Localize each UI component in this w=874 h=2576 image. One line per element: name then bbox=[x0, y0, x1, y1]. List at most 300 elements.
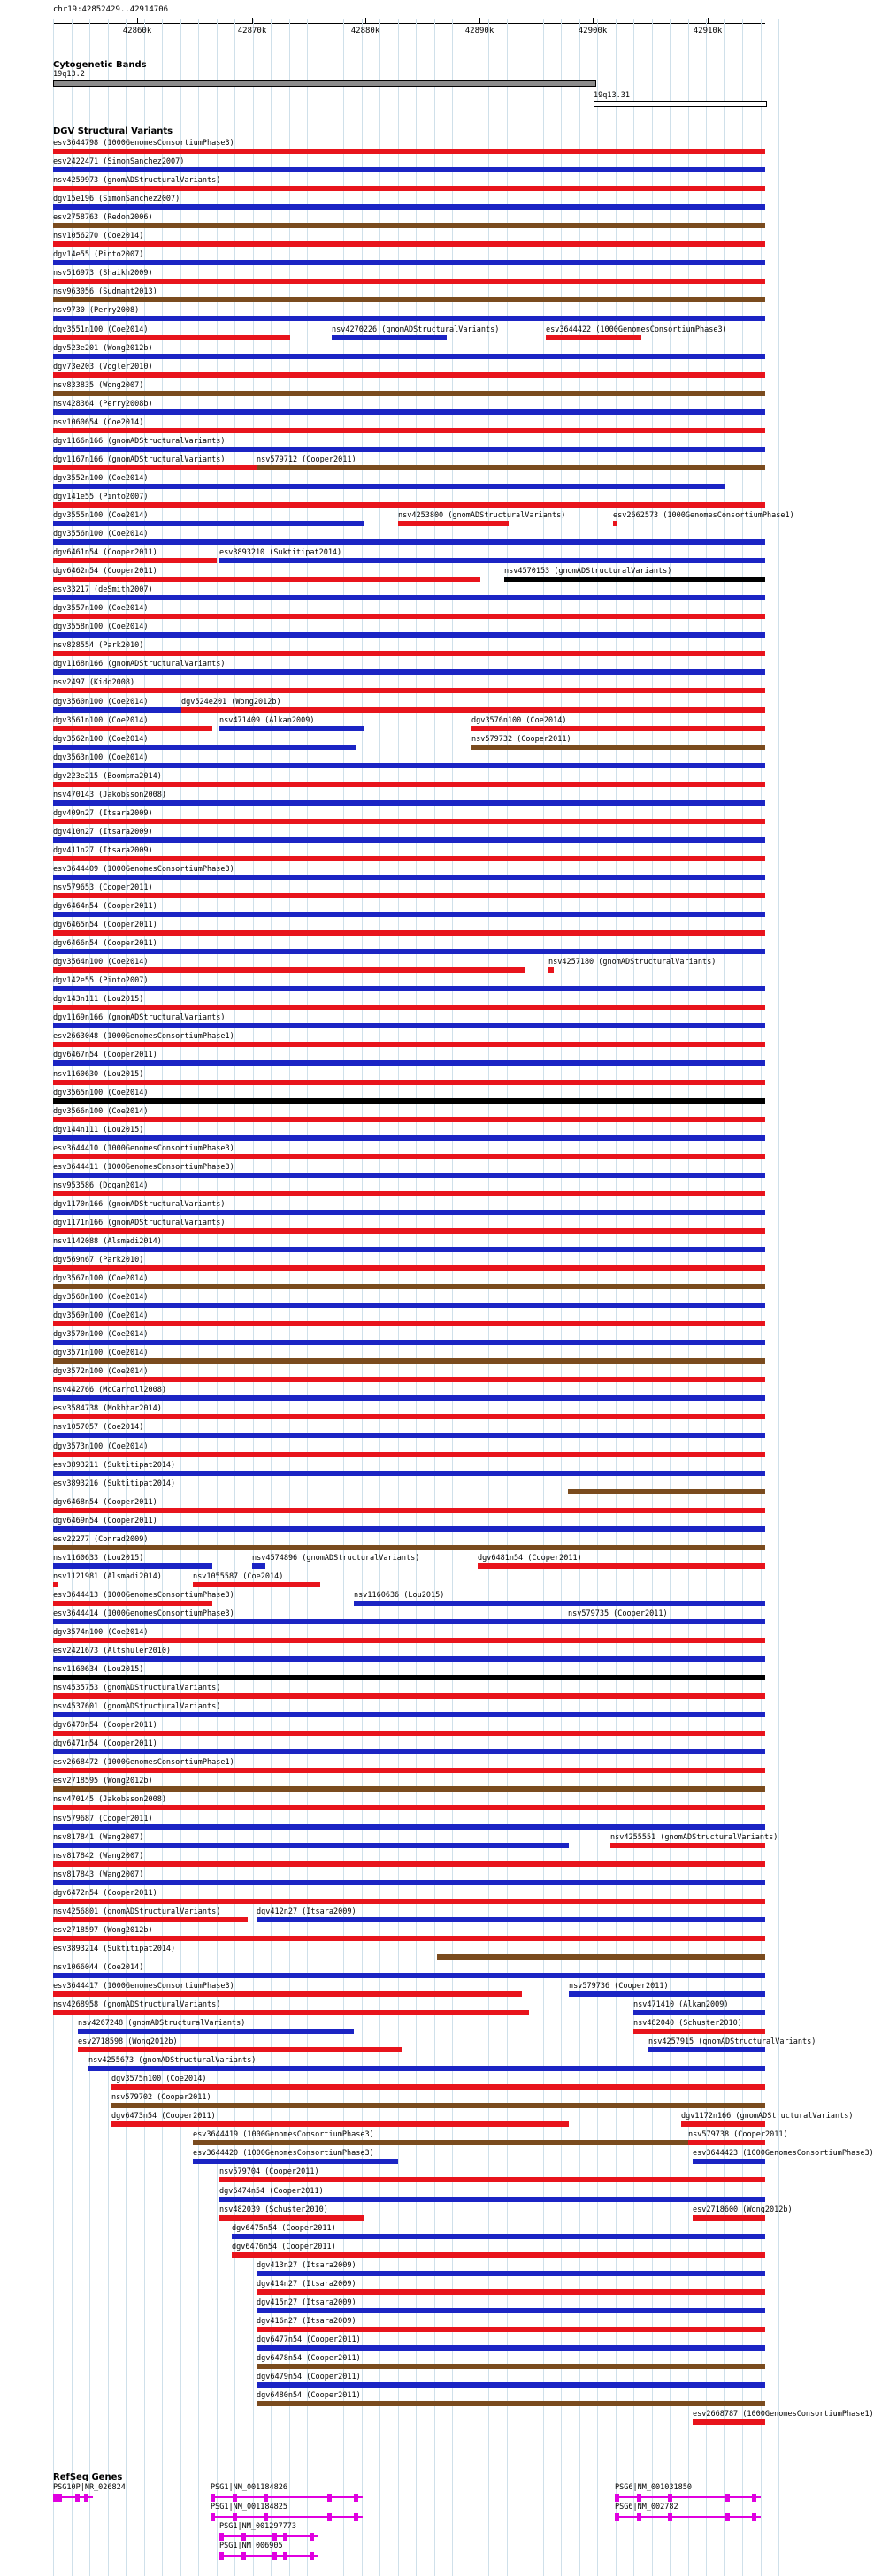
variant-bar[interactable] bbox=[232, 2234, 765, 2239]
variant-bar[interactable] bbox=[53, 595, 765, 600]
variant-label[interactable]: dgv6466n54 (Cooper2011) bbox=[53, 939, 157, 949]
variant-label[interactable]: dgv3570n100 (Coe2014) bbox=[53, 1330, 149, 1340]
variant-bar[interactable] bbox=[78, 2029, 354, 2034]
variant-bar[interactable] bbox=[257, 465, 765, 470]
variant-label[interactable]: dgv415n27 (Itsara2009) bbox=[257, 2297, 356, 2307]
variant-bar[interactable] bbox=[569, 1991, 765, 1997]
variant-bar[interactable] bbox=[53, 223, 765, 228]
variant-bar[interactable] bbox=[257, 2401, 765, 2406]
variant-label[interactable]: nsv470145 (Jakobsson2008) bbox=[53, 1795, 166, 1805]
gene-label[interactable]: PSG1|NM_001184825 bbox=[211, 2503, 288, 2511]
variant-label[interactable]: esv3893214 (Suktitipat2014) bbox=[53, 1944, 176, 1953]
variant-label[interactable]: dgv6465n54 (Cooper2011) bbox=[53, 921, 157, 930]
variant-bar[interactable] bbox=[53, 335, 290, 340]
gene-label[interactable]: PSG6|NM_002782 bbox=[615, 2503, 678, 2511]
variant-label[interactable]: dgv409n27 (Itsara2009) bbox=[53, 808, 153, 818]
variant-bar[interactable] bbox=[53, 1843, 569, 1848]
variant-bar[interactable] bbox=[53, 893, 765, 898]
variant-label[interactable]: dgv3576n100 (Coe2014) bbox=[472, 715, 567, 725]
variant-label[interactable]: nsv817841 (Wang2007) bbox=[53, 1832, 144, 1842]
variant-label[interactable]: dgv6472n54 (Cooper2011) bbox=[53, 1888, 157, 1898]
variant-label[interactable]: esv2718598 (Wong2012b) bbox=[78, 2037, 178, 2047]
variant-bar[interactable] bbox=[53, 260, 765, 265]
variant-label[interactable]: nsv428364 (Perry2008b) bbox=[53, 399, 153, 409]
variant-bar[interactable] bbox=[53, 2010, 529, 2015]
variant-bar[interactable] bbox=[53, 1805, 765, 1810]
variant-label[interactable]: nsv579687 (Cooper2011) bbox=[53, 1814, 153, 1823]
variant-bar[interactable] bbox=[53, 1117, 765, 1122]
variant-bar[interactable] bbox=[693, 2159, 765, 2164]
variant-bar[interactable] bbox=[53, 1228, 765, 1234]
variant-label[interactable]: nsv4537601 (gnomADStructuralVariants) bbox=[53, 1702, 221, 1712]
variant-label[interactable]: dgv3552n100 (Coe2014) bbox=[53, 473, 149, 483]
variant-label[interactable]: nsv817842 (Wang2007) bbox=[53, 1851, 144, 1861]
variant-label[interactable]: esv3644423 (1000GenomesConsortiumPhase3) bbox=[693, 2149, 874, 2159]
variant-label[interactable]: nsv482040 (Schuster2010) bbox=[633, 2019, 742, 2029]
variant-label[interactable]: esv3644417 (1000GenomesConsortiumPhase3) bbox=[53, 1981, 234, 1991]
variant-bar[interactable] bbox=[53, 1005, 765, 1010]
variant-label[interactable]: dgv3575n100 (Coe2014) bbox=[111, 2075, 207, 2084]
variant-bar[interactable] bbox=[257, 2345, 765, 2351]
variant-bar[interactable] bbox=[53, 819, 765, 824]
variant-label[interactable]: esv2663048 (1000GenomesConsortiumPhase1) bbox=[53, 1032, 234, 1042]
variant-label[interactable]: nsv1121981 (Alsmadi2014) bbox=[53, 1571, 162, 1581]
variant-label[interactable]: nsv817843 (Wang2007) bbox=[53, 1869, 144, 1879]
variant-label[interactable]: dgv14e55 (Pinto2007) bbox=[53, 250, 144, 260]
variant-label[interactable]: dgv6467n54 (Cooper2011) bbox=[53, 1051, 157, 1060]
variant-label[interactable]: nsv833835 (Wong2007) bbox=[53, 380, 144, 390]
variant-bar[interactable] bbox=[257, 2382, 765, 2388]
variant-label[interactable]: nsv1066044 (Coe2014) bbox=[53, 1962, 144, 1972]
variant-label[interactable]: esv2718597 (Wong2012b) bbox=[53, 1925, 153, 1935]
variant-bar[interactable] bbox=[53, 1023, 765, 1028]
variant-label[interactable]: nsv4256801 (gnomADStructuralVariants) bbox=[53, 1907, 221, 1916]
variant-label[interactable]: esv3644414 (1000GenomesConsortiumPhase3) bbox=[53, 1609, 234, 1618]
variant-label[interactable]: nsv4259973 (gnomADStructuralVariants) bbox=[53, 176, 221, 186]
variant-bar[interactable] bbox=[252, 1563, 265, 1569]
variant-bar[interactable] bbox=[53, 856, 765, 861]
variant-label[interactable]: nsv579702 (Cooper2011) bbox=[111, 2093, 211, 2103]
variant-bar[interactable] bbox=[472, 726, 765, 731]
variant-label[interactable]: nsv1055587 (Coe2014) bbox=[193, 1571, 284, 1581]
variant-label[interactable]: esv3644411 (1000GenomesConsortiumPhase3) bbox=[53, 1162, 234, 1172]
variant-bar[interactable] bbox=[53, 558, 217, 563]
variant-bar[interactable] bbox=[53, 1638, 765, 1643]
gene-label[interactable]: PSG1|NM_001297773 bbox=[219, 2522, 296, 2531]
variant-label[interactable]: dgv1167n166 (gnomADStructuralVariants) bbox=[53, 455, 226, 464]
variant-label[interactable]: nsv953586 (Dogan2014) bbox=[53, 1181, 149, 1190]
variant-label[interactable]: nsv2497 (Kidd2008) bbox=[53, 678, 135, 688]
variant-bar[interactable] bbox=[53, 447, 765, 452]
variant-label[interactable]: dgv3555n100 (Coe2014) bbox=[53, 511, 149, 520]
variant-label[interactable]: dgv1166n166 (gnomADStructuralVariants) bbox=[53, 436, 226, 446]
variant-bar[interactable] bbox=[53, 1991, 522, 1997]
variant-label[interactable]: nsv1160630 (Lou2015) bbox=[53, 1069, 144, 1079]
variant-bar[interactable] bbox=[53, 1786, 765, 1792]
variant-bar[interactable] bbox=[610, 1843, 765, 1848]
variant-bar[interactable] bbox=[53, 1508, 765, 1513]
gene-label[interactable]: PSG1|NM_006905 bbox=[219, 2542, 283, 2550]
variant-bar[interactable] bbox=[53, 409, 765, 415]
variant-label[interactable]: esv3644413 (1000GenomesConsortiumPhase3) bbox=[53, 1590, 234, 1600]
variant-label[interactable]: esv3584738 (Mokhtar2014) bbox=[53, 1404, 162, 1414]
variant-label[interactable]: dgv15e196 (SimonSanchez2007) bbox=[53, 195, 180, 204]
variant-label[interactable]: dgv144n111 (Lou2015) bbox=[53, 1125, 144, 1135]
variant-label[interactable]: dgv3558n100 (Coe2014) bbox=[53, 623, 149, 632]
variant-bar[interactable] bbox=[78, 2047, 402, 2052]
variant-bar[interactable] bbox=[111, 2103, 765, 2108]
variant-label[interactable]: nsv4535753 (gnomADStructuralVariants) bbox=[53, 1684, 221, 1693]
gene-label[interactable]: PSG6|NM_001031850 bbox=[615, 2483, 692, 2492]
variant-label[interactable]: dgv6462n54 (Cooper2011) bbox=[53, 567, 157, 577]
variant-bar[interactable] bbox=[53, 297, 765, 302]
variant-bar[interactable] bbox=[53, 521, 364, 526]
variant-label[interactable]: dgv3572n100 (Coe2014) bbox=[53, 1367, 149, 1377]
gene-label[interactable]: PSG1|NM_001184826 bbox=[211, 2483, 288, 2492]
variant-label[interactable]: dgv1172n166 (gnomADStructuralVariants) bbox=[681, 2112, 854, 2121]
variant-bar[interactable] bbox=[437, 1954, 765, 1960]
variant-label[interactable]: esv2668787 (1000GenomesConsortiumPhase1) bbox=[693, 2410, 874, 2419]
variant-bar[interactable] bbox=[53, 1861, 765, 1867]
variant-label[interactable]: dgv6464n54 (Cooper2011) bbox=[53, 902, 157, 912]
variant-label[interactable]: nsv579712 (Cooper2011) bbox=[257, 455, 356, 464]
variant-bar[interactable] bbox=[53, 745, 356, 750]
variant-label[interactable]: dgv143n111 (Lou2015) bbox=[53, 995, 144, 1005]
variant-bar[interactable] bbox=[53, 1471, 765, 1476]
variant-label[interactable]: nsv4255673 (gnomADStructuralVariants) bbox=[88, 2056, 257, 2066]
variant-bar[interactable] bbox=[53, 1340, 765, 1345]
variant-bar[interactable] bbox=[53, 577, 480, 582]
variant-bar[interactable] bbox=[53, 1749, 765, 1754]
variant-bar[interactable] bbox=[219, 2197, 765, 2202]
variant-bar[interactable] bbox=[53, 1358, 765, 1364]
variant-label[interactable]: dgv6461n54 (Cooper2011) bbox=[53, 548, 157, 558]
variant-bar[interactable] bbox=[53, 1768, 765, 1773]
variant-label[interactable]: dgv141e55 (Pinto2007) bbox=[53, 492, 149, 501]
variant-label[interactable]: dgv6471n54 (Cooper2011) bbox=[53, 1739, 157, 1749]
variant-label[interactable]: dgv524e201 (Wong2012b) bbox=[181, 697, 281, 707]
variant-label[interactable]: nsv963056 (Sudmant2013) bbox=[53, 287, 157, 297]
variant-bar[interactable] bbox=[53, 1265, 765, 1271]
variant-label[interactable]: esv3644419 (1000GenomesConsortiumPhase3) bbox=[193, 2130, 374, 2140]
cytoband[interactable] bbox=[53, 80, 596, 87]
variant-label[interactable]: dgv413n27 (Itsara2009) bbox=[257, 2260, 356, 2270]
variant-label[interactable]: dgv3573n100 (Coe2014) bbox=[53, 1441, 149, 1451]
variant-bar[interactable] bbox=[53, 967, 525, 973]
variant-bar[interactable] bbox=[53, 204, 765, 210]
cytoband[interactable] bbox=[594, 101, 767, 107]
variant-label[interactable]: dgv6469n54 (Cooper2011) bbox=[53, 1516, 157, 1525]
variant-bar[interactable] bbox=[53, 1191, 765, 1196]
variant-label[interactable]: dgv3569n100 (Coe2014) bbox=[53, 1311, 149, 1321]
variant-bar[interactable] bbox=[53, 632, 765, 638]
variant-label[interactable]: esv3893211 (Suktitipat2014) bbox=[53, 1460, 176, 1470]
variant-bar[interactable] bbox=[354, 1601, 765, 1606]
variant-label[interactable]: dgv6479n54 (Cooper2011) bbox=[257, 2373, 361, 2381]
variant-bar[interactable] bbox=[111, 2084, 765, 2090]
variant-label[interactable]: dgv6481n54 (Cooper2011) bbox=[478, 1553, 582, 1563]
variant-bar[interactable] bbox=[53, 1545, 765, 1550]
variant-label[interactable]: nsv9730 (Perry2008) bbox=[53, 306, 140, 316]
variant-bar[interactable] bbox=[53, 149, 765, 154]
variant-label[interactable]: dgv3565n100 (Coe2014) bbox=[53, 1088, 149, 1097]
variant-bar[interactable] bbox=[53, 502, 765, 508]
variant-label[interactable]: dgv3566n100 (Coe2014) bbox=[53, 1106, 149, 1116]
variant-label[interactable]: nsv471410 (Alkan2009) bbox=[633, 2000, 729, 2009]
variant-label[interactable]: esv2718600 (Wong2012b) bbox=[693, 2205, 793, 2214]
variant-bar[interactable] bbox=[613, 521, 617, 526]
variant-label[interactable]: nsv4570153 (gnomADStructuralVariants) bbox=[504, 567, 672, 577]
variant-label[interactable]: nsv579738 (Cooper2011) bbox=[688, 2130, 788, 2140]
variant-label[interactable]: dgv3551n100 (Coe2014) bbox=[53, 325, 149, 334]
variant-bar[interactable] bbox=[53, 1098, 765, 1104]
variant-bar[interactable] bbox=[472, 745, 765, 750]
variant-bar[interactable] bbox=[181, 707, 765, 713]
variant-label[interactable]: nsv482039 (Schuster2010) bbox=[219, 2205, 328, 2214]
variant-label[interactable]: nsv828554 (Park2010) bbox=[53, 641, 144, 651]
variant-label[interactable]: esv3644409 (1000GenomesConsortiumPhase3) bbox=[53, 864, 234, 874]
variant-label[interactable]: dgv73e203 (Vogler2010) bbox=[53, 362, 153, 371]
variant-label[interactable]: dgv416n27 (Itsara2009) bbox=[257, 2316, 356, 2326]
variant-label[interactable]: dgv1169n166 (gnomADStructuralVariants) bbox=[53, 1013, 226, 1023]
variant-bar[interactable] bbox=[53, 726, 212, 731]
gene-line[interactable] bbox=[219, 2555, 318, 2557]
variant-label[interactable]: dgv6468n54 (Cooper2011) bbox=[53, 1497, 157, 1507]
variant-label[interactable]: dgv1170n166 (gnomADStructuralVariants) bbox=[53, 1199, 226, 1209]
variant-bar[interactable] bbox=[478, 1563, 765, 1569]
variant-bar[interactable] bbox=[53, 484, 725, 489]
variant-bar[interactable] bbox=[398, 521, 509, 526]
variant-bar[interactable] bbox=[53, 1452, 765, 1457]
variant-bar[interactable] bbox=[193, 2140, 765, 2145]
variant-bar[interactable] bbox=[219, 558, 765, 563]
variant-label[interactable]: dgv3564n100 (Coe2014) bbox=[53, 958, 149, 967]
variant-label[interactable]: nsv579735 (Cooper2011) bbox=[568, 1609, 668, 1618]
variant-label[interactable]: dgv142e55 (Pinto2007) bbox=[53, 976, 149, 986]
variant-bar[interactable] bbox=[53, 241, 765, 247]
variant-label[interactable]: dgv411n27 (Itsara2009) bbox=[53, 845, 153, 855]
variant-label[interactable]: nsv1057057 (Coe2014) bbox=[53, 1423, 144, 1433]
variant-label[interactable]: dgv6477n54 (Cooper2011) bbox=[257, 2335, 361, 2344]
variant-label[interactable]: dgv6470n54 (Cooper2011) bbox=[53, 1721, 157, 1731]
variant-bar[interactable] bbox=[53, 1247, 765, 1252]
variant-label[interactable]: dgv414n27 (Itsara2009) bbox=[257, 2279, 356, 2289]
variant-label[interactable]: esv33217 (deSmith2007) bbox=[53, 585, 153, 595]
variant-label[interactable]: esv2758763 (Redon2006) bbox=[53, 213, 153, 223]
variant-bar[interactable] bbox=[53, 1917, 248, 1922]
variant-label[interactable]: dgv3571n100 (Coe2014) bbox=[53, 1349, 149, 1358]
variant-label[interactable]: nsv4257180 (gnomADStructuralVariants) bbox=[548, 958, 717, 967]
variant-bar[interactable] bbox=[53, 800, 765, 806]
variant-label[interactable]: nsv1160634 (Lou2015) bbox=[53, 1665, 144, 1675]
variant-label[interactable]: nsv1056270 (Coe2014) bbox=[53, 232, 144, 241]
variant-bar[interactable] bbox=[53, 1080, 765, 1085]
variant-bar[interactable] bbox=[53, 669, 765, 675]
variant-label[interactable]: esv22277 (Conrad2009) bbox=[53, 1534, 149, 1544]
variant-bar[interactable] bbox=[53, 1526, 765, 1532]
variant-label[interactable]: dgv569n67 (Park2010) bbox=[53, 1256, 144, 1265]
variant-bar[interactable] bbox=[53, 1154, 765, 1159]
variant-bar[interactable] bbox=[53, 1284, 765, 1289]
variant-label[interactable]: nsv4270226 (gnomADStructuralVariants) bbox=[332, 325, 500, 334]
variant-label[interactable]: nsv4255551 (gnomADStructuralVariants) bbox=[610, 1832, 778, 1842]
variant-bar[interactable] bbox=[53, 167, 765, 172]
variant-bar[interactable] bbox=[546, 335, 641, 340]
variant-bar[interactable] bbox=[53, 391, 765, 396]
variant-bar[interactable] bbox=[568, 1619, 765, 1624]
variant-label[interactable]: esv3644410 (1000GenomesConsortiumPhase3) bbox=[53, 1143, 234, 1153]
variant-label[interactable]: nsv579653 (Cooper2011) bbox=[53, 883, 153, 892]
variant-bar[interactable] bbox=[53, 1173, 765, 1178]
variant-label[interactable]: nsv442766 (McCarroll2008) bbox=[53, 1386, 166, 1395]
variant-label[interactable]: dgv6476n54 (Cooper2011) bbox=[232, 2242, 336, 2251]
variant-label[interactable]: esv2718595 (Wong2012b) bbox=[53, 1777, 153, 1786]
variant-bar[interactable] bbox=[633, 2010, 765, 2015]
variant-bar[interactable] bbox=[504, 577, 765, 582]
variant-bar[interactable] bbox=[257, 2327, 765, 2332]
variant-bar[interactable] bbox=[53, 372, 765, 378]
variant-label[interactable]: dgv6473n54 (Cooper2011) bbox=[111, 2112, 216, 2121]
variant-bar[interactable] bbox=[193, 1582, 320, 1587]
variant-bar[interactable] bbox=[53, 1321, 765, 1326]
variant-label[interactable]: esv3893210 (Suktitipat2014) bbox=[219, 548, 342, 558]
variant-bar[interactable] bbox=[53, 1582, 58, 1587]
variant-label[interactable]: nsv471409 (Alkan2009) bbox=[219, 715, 315, 725]
variant-bar[interactable] bbox=[219, 726, 364, 731]
variant-bar[interactable] bbox=[53, 1414, 765, 1419]
variant-label[interactable]: esv2422471 (SimonSanchez2007) bbox=[53, 157, 185, 167]
variant-bar[interactable] bbox=[53, 1060, 765, 1066]
variant-label[interactable]: esv2668472 (1000GenomesConsortiumPhase1) bbox=[53, 1758, 234, 1768]
variant-label[interactable]: nsv4257915 (gnomADStructuralVariants) bbox=[648, 2037, 816, 2047]
variant-bar[interactable] bbox=[53, 1433, 765, 1438]
variant-label[interactable]: esv2662573 (1000GenomesConsortiumPhase1) bbox=[613, 511, 794, 520]
variant-label[interactable]: dgv3574n100 (Coe2014) bbox=[53, 1628, 149, 1637]
variant-bar[interactable] bbox=[568, 1489, 765, 1494]
variant-bar[interactable] bbox=[232, 2252, 765, 2258]
variant-bar[interactable] bbox=[53, 688, 765, 693]
variant-bar[interactable] bbox=[548, 967, 554, 973]
variant-label[interactable]: dgv410n27 (Itsara2009) bbox=[53, 827, 153, 837]
variant-bar[interactable] bbox=[53, 186, 765, 191]
variant-bar[interactable] bbox=[257, 2271, 765, 2276]
variant-label[interactable]: dgv6475n54 (Cooper2011) bbox=[232, 2223, 336, 2233]
variant-label[interactable]: nsv1160633 (Lou2015) bbox=[53, 1553, 144, 1563]
variant-label[interactable]: dgv3567n100 (Coe2014) bbox=[53, 1274, 149, 1284]
variant-label[interactable]: dgv3556n100 (Coe2014) bbox=[53, 530, 149, 539]
variant-label[interactable]: dgv3563n100 (Coe2014) bbox=[53, 753, 149, 762]
variant-bar[interactable] bbox=[219, 2177, 765, 2182]
variant-bar[interactable] bbox=[53, 428, 765, 433]
variant-label[interactable]: dgv3562n100 (Coe2014) bbox=[53, 734, 149, 744]
variant-label[interactable]: nsv470143 (Jakobsson2008) bbox=[53, 790, 166, 799]
variant-bar[interactable] bbox=[648, 2047, 765, 2052]
variant-bar[interactable] bbox=[193, 2159, 398, 2164]
variant-bar[interactable] bbox=[693, 2419, 765, 2425]
variant-label[interactable]: nsv579732 (Cooper2011) bbox=[472, 734, 571, 744]
variant-bar[interactable] bbox=[53, 1210, 765, 1215]
variant-label[interactable]: dgv6480n54 (Cooper2011) bbox=[257, 2391, 361, 2401]
gene-label[interactable]: PSG10P|NR_026824 bbox=[53, 2483, 126, 2492]
variant-bar[interactable] bbox=[53, 949, 765, 954]
variant-bar[interactable] bbox=[53, 1656, 765, 1662]
variant-bar[interactable] bbox=[53, 837, 765, 843]
variant-label[interactable]: dgv1171n166 (gnomADStructuralVariants) bbox=[53, 1218, 226, 1227]
variant-bar[interactable] bbox=[53, 614, 765, 619]
variant-bar[interactable] bbox=[53, 1731, 765, 1736]
variant-bar[interactable] bbox=[53, 986, 765, 991]
variant-bar[interactable] bbox=[53, 1395, 765, 1401]
variant-bar[interactable] bbox=[53, 354, 765, 359]
variant-bar[interactable] bbox=[53, 279, 765, 284]
variant-label[interactable]: nsv1142088 (Alsmadi2014) bbox=[53, 1236, 162, 1246]
variant-bar[interactable] bbox=[257, 2308, 765, 2313]
variant-label[interactable]: dgv6478n54 (Cooper2011) bbox=[257, 2353, 361, 2363]
variant-label[interactable]: nsv1160636 (Lou2015) bbox=[354, 1590, 445, 1600]
variant-bar[interactable] bbox=[53, 912, 765, 917]
variant-label[interactable]: esv2421673 (Altshuler2010) bbox=[53, 1647, 172, 1656]
variant-bar[interactable] bbox=[53, 1303, 765, 1308]
variant-label[interactable]: dgv523e201 (Wong2012b) bbox=[53, 343, 153, 353]
variant-label[interactable]: dgv6474n54 (Cooper2011) bbox=[219, 2186, 324, 2196]
variant-label[interactable]: dgv1168n166 (gnomADStructuralVariants) bbox=[53, 660, 226, 669]
variant-bar[interactable] bbox=[681, 2121, 765, 2127]
variant-label[interactable]: dgv412n27 (Itsara2009) bbox=[257, 1907, 356, 1916]
variant-label[interactable]: dgv3561n100 (Coe2014) bbox=[53, 715, 149, 725]
variant-bar[interactable] bbox=[53, 316, 765, 321]
variant-bar[interactable] bbox=[53, 930, 765, 936]
variant-bar[interactable] bbox=[88, 2066, 765, 2071]
variant-bar[interactable] bbox=[332, 335, 447, 340]
variant-bar[interactable] bbox=[219, 2215, 364, 2221]
variant-label[interactable]: nsv4268958 (gnomADStructuralVariants) bbox=[53, 2000, 221, 2009]
variant-bar[interactable] bbox=[53, 782, 765, 787]
variant-label[interactable]: nsv579704 (Cooper2011) bbox=[219, 2167, 319, 2177]
variant-bar[interactable] bbox=[53, 763, 765, 768]
variant-bar[interactable] bbox=[688, 2140, 765, 2145]
variant-bar[interactable] bbox=[53, 1563, 212, 1569]
variant-label[interactable]: nsv4267248 (gnomADStructuralVariants) bbox=[78, 2019, 246, 2029]
variant-bar[interactable] bbox=[111, 2121, 569, 2127]
variant-label[interactable]: dgv3560n100 (Coe2014) bbox=[53, 697, 149, 707]
variant-label[interactable]: dgv3568n100 (Coe2014) bbox=[53, 1293, 149, 1303]
variant-bar[interactable] bbox=[53, 1880, 765, 1885]
variant-bar[interactable] bbox=[53, 1377, 765, 1382]
variant-bar[interactable] bbox=[53, 1135, 765, 1141]
variant-label[interactable]: nsv4574896 (gnomADStructuralVariants) bbox=[252, 1553, 420, 1563]
variant-label[interactable]: dgv3557n100 (Coe2014) bbox=[53, 604, 149, 614]
variant-label[interactable]: dgv223e215 (Boomsma2014) bbox=[53, 771, 162, 781]
variant-bar[interactable] bbox=[53, 1973, 765, 1978]
variant-label[interactable]: nsv1060654 (Coe2014) bbox=[53, 417, 144, 427]
variant-label[interactable]: esv3893216 (Suktitipat2014) bbox=[53, 1479, 176, 1488]
variant-bar[interactable] bbox=[53, 1936, 765, 1941]
variant-label[interactable]: nsv4253800 (gnomADStructuralVariants) bbox=[398, 511, 566, 520]
variant-bar[interactable] bbox=[53, 1601, 212, 1606]
variant-bar[interactable] bbox=[257, 2364, 765, 2369]
variant-bar[interactable] bbox=[53, 1712, 765, 1717]
variant-bar[interactable] bbox=[53, 1824, 765, 1830]
variant-bar[interactable] bbox=[53, 1693, 765, 1699]
variant-label[interactable]: esv3644798 (1000GenomesConsortiumPhase3) bbox=[53, 139, 234, 148]
variant-bar[interactable] bbox=[53, 651, 765, 656]
variant-label[interactable]: esv3644422 (1000GenomesConsortiumPhase3) bbox=[546, 325, 727, 334]
variant-label[interactable]: esv3644420 (1000GenomesConsortiumPhase3) bbox=[193, 2149, 374, 2159]
variant-bar[interactable] bbox=[257, 2289, 765, 2295]
variant-bar[interactable] bbox=[693, 2215, 765, 2221]
variant-bar[interactable] bbox=[53, 1042, 765, 1047]
gene-line[interactable] bbox=[219, 2535, 318, 2537]
